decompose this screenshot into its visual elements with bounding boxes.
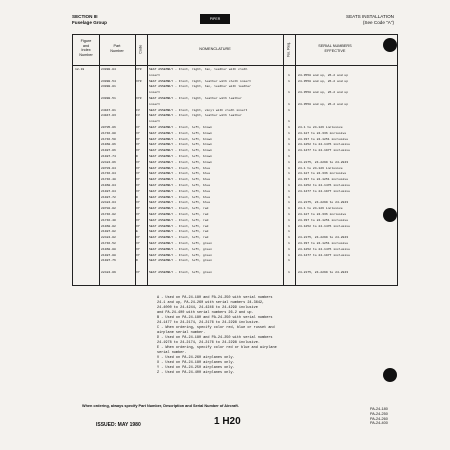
serial-numbers-cell: 24-1252 to 24-1476 inclusive: [298, 246, 350, 251]
part-number-cell: 21987-74: [101, 154, 116, 158]
serial-numbers-cell: 24-1252 to 24-1476 inclusive: [298, 183, 350, 187]
serial-numbers-cell: 24-1477 to 24-1977 inclusive: [298, 188, 350, 193]
table-row: [73, 155, 397, 159]
table-row: [73, 68, 397, 72]
code-cell: XY: [136, 270, 140, 274]
quantity-cell: 1: [288, 177, 290, 182]
quantity-cell: 1: [288, 270, 290, 274]
quantity-cell: 1: [288, 159, 290, 164]
nomenclature-cell: SEAT ASSEMBLY - Front, left, brown: [149, 148, 213, 153]
part-number-cell: 22424-09: [101, 270, 116, 274]
table-row: [73, 225, 397, 229]
nomenclature-cell: SEAT ASSEMBLY - Front, left, blue: [149, 165, 211, 170]
code-cell: XY: [136, 246, 140, 251]
quantity-cell: 1: [288, 200, 290, 205]
nomenclature-cell: SEAT ASSEMBLY - Front, right, tan, leather with leather: [149, 84, 252, 89]
note-line: serial number.: [157, 351, 187, 355]
nomenclature-cell: SEAT ASSEMBLY - Front, left, green: [149, 252, 213, 257]
part-number-cell: 21987-72: [101, 194, 116, 199]
code-cell: XY: [136, 142, 140, 147]
part-number-cell: 20702-02: [101, 206, 116, 211]
code-cell: CV: [136, 113, 140, 118]
serial-numbers-cell: 24-127 to 24-336 inclusive: [298, 171, 347, 176]
table-row: [73, 109, 397, 113]
part-number-cell: 21960-08: [101, 246, 116, 251]
serial-numbers-cell: 24-2175, 24-2299 to 24-2843: [298, 270, 349, 274]
code-cell: XY: [136, 235, 140, 240]
col-qty-header: No. Req.: [286, 41, 291, 57]
part-number-cell: 21987-76: [101, 258, 116, 263]
serial-numbers-cell: 24-3558 and up, 26-2 and up: [298, 101, 349, 106]
code-cell: XY: [136, 171, 140, 176]
note-line: D - Used on PA-24-180 and PA-24-250 with serial numbers: [157, 336, 273, 340]
page-subtitle: (See Code "A"): [362, 19, 394, 25]
quantity-cell: 1: [288, 246, 290, 251]
table-row: [73, 167, 397, 171]
serial-numbers-cell: 24-1 to 24-126 inclusive: [298, 165, 343, 170]
part-number-cell: 22424-02: [101, 235, 116, 240]
table-row: [73, 161, 397, 165]
part-number-cell: 21746-40: [101, 217, 116, 222]
table-row: [73, 91, 397, 95]
part-number-cell: 21746-48: [101, 177, 116, 182]
part-number-cell: 21746-00: [101, 130, 116, 135]
note-line: and PA-24-400 with serial numbers 26-2 and up.: [157, 311, 254, 315]
figure-number-cell: 12-19: [75, 67, 85, 71]
part-number-cell: 21987-02: [101, 229, 116, 234]
code-cell: XY: [136, 177, 140, 182]
code-cell: XYZ: [136, 78, 142, 83]
part-number-cell: 20705-06: [101, 125, 116, 129]
quantity-cell: 1: [288, 258, 290, 263]
quantity-cell: 1: [288, 252, 290, 257]
note-line: 24-4000 to 24-4244, 24-4246 to 24-4299 inclusive: [157, 306, 258, 310]
serial-numbers-cell: 24-2175, 24-2299 to 24-2843: [298, 200, 349, 205]
group-label: Fuselage Group: [72, 19, 107, 25]
nomenclature-cell: SEAT ASSEMBLY - Front, right, vinyl with cloth insert: [149, 107, 248, 112]
note-line: 24-1978 to 24-2174, 24-2176 to 24-2298 inclusive.: [157, 341, 260, 345]
code-cell: D: [136, 194, 138, 199]
code-notes: [157, 296, 377, 376]
piper-logo: PIPER: [200, 14, 230, 24]
code-cell: XY: [136, 165, 140, 170]
code-cell: E: [136, 229, 138, 234]
issued-date: ISSUED: MAY 1980: [96, 422, 141, 428]
quantity-cell: 1: [288, 229, 290, 234]
serial-numbers-cell: 24-3558 and up, 26-2 and up: [298, 78, 349, 83]
col-part-header: Part Number: [110, 44, 124, 53]
nomenclature-cell: SEAT ASSEMBLY - Front, left, brown: [149, 136, 213, 141]
table-row: [73, 149, 397, 153]
code-cell: XY: [136, 206, 140, 211]
part-number-cell: 21987-06: [101, 148, 116, 153]
table-row: [73, 132, 397, 136]
part-number-cell: 23090-51: [101, 96, 116, 100]
part-number-cell: 20703-04: [101, 165, 116, 170]
nomenclature-cell: SEAT ASSEMBLY - Front, left, red: [149, 212, 209, 216]
code-cell: XY: [136, 136, 140, 141]
serial-numbers-cell: 24-337 to 24-1251 inclusive: [298, 241, 349, 245]
part-number-cell: 22424-04: [101, 200, 116, 205]
serial-numbers-cell: 24-1477 to 24-1977 inclusive: [298, 148, 350, 153]
code-cell: D: [136, 258, 138, 263]
code-cell: D: [136, 154, 138, 158]
nomenclature-cell: SEAT ASSEMBLY - Front, right, leather with leather: [149, 113, 242, 118]
code-cell: XY: [136, 223, 140, 228]
part-number-cell: 21746-02: [101, 212, 116, 216]
nomenclature-cell: SEAT ASSEMBLY - Front, left, red: [149, 223, 209, 228]
serial-numbers-cell: 24-1252 to 24-1476 inclusive: [298, 142, 350, 147]
quantity-cell: 1: [288, 206, 290, 211]
quantity-cell: 1: [288, 78, 290, 83]
table-row: [73, 207, 397, 211]
quantity-cell: 1: [288, 119, 290, 124]
code-cell: XYZ: [136, 67, 142, 71]
table-row: [73, 126, 397, 130]
code-cell: XY: [136, 188, 140, 193]
part-number-cell: 23090-04: [101, 67, 116, 71]
serial-numbers-cell: 24-2175, 24-2299 to 24-2843: [298, 235, 349, 240]
table-row: [73, 184, 397, 188]
model-item: PA-24-260: [370, 416, 388, 421]
code-cell: CV: [136, 107, 140, 112]
model-item: PA-24-180: [370, 407, 388, 411]
part-number-cell: 21960-02: [101, 223, 116, 228]
note-line: A - Used on PA-24-180 and PA-24-250 with serial numbers: [157, 296, 273, 300]
code-cell: XY: [136, 252, 140, 257]
serial-numbers-cell: 24-3558 and up, 26-2 and up: [298, 90, 349, 95]
part-number-cell: 24947-01: [101, 107, 116, 112]
code-cell: XY: [136, 183, 140, 187]
quantity-cell: 1: [288, 154, 290, 158]
quantity-cell: 1: [288, 212, 290, 216]
table-row: [73, 178, 397, 182]
quantity-cell: 1: [288, 136, 290, 141]
table-row: [73, 74, 397, 78]
nomenclature-cell: SEAT ASSEMBLY - Front, left, blue: [149, 177, 211, 182]
code-cell: XY: [136, 241, 140, 245]
quantity-cell: 1: [288, 223, 290, 228]
quantity-cell: 1: [288, 194, 290, 199]
serial-numbers-cell: 24-1 to 24-126 inclusive: [298, 125, 343, 129]
nomenclature-cell: SEAT ASSEMBLY - Front, left, green: [149, 246, 213, 251]
table-row: [73, 196, 397, 200]
note-line: airplane serial number.: [157, 331, 206, 335]
note-line: 24-1477 to 24-2174, 24-2176 to 24-2298 inclusive.: [157, 321, 260, 325]
binder-hole-icon: [383, 368, 397, 382]
code-cell: XY: [136, 217, 140, 222]
nomenclature-cell: SEAT ASSEMBLY - Front, left, red: [149, 235, 209, 240]
nomenclature-cell: SEAT ASSEMBLY - Front, left, red: [149, 217, 209, 222]
nomenclature-cell: SEAT ASSEMBLY - Front, left, brown: [149, 125, 213, 129]
part-number-cell: 21960-04: [101, 183, 116, 187]
nomenclature-cell: SEAT ASSEMBLY - Front, left, green: [149, 241, 213, 245]
quantity-cell: 1: [288, 241, 290, 245]
nomenclature-cell: SEAT ASSEMBLY - Front, left, brown: [149, 142, 213, 147]
table-row: [73, 265, 397, 269]
note-line: Y - Used on PA-24-250 airplanes only.: [157, 366, 235, 370]
nomenclature-cell: SEAT ASSEMBLY - Front, left, green: [149, 258, 213, 263]
quantity-cell: 1: [288, 148, 290, 153]
quantity-cell: 1: [288, 165, 290, 170]
note-line: X - Used on PA-24-180 airplanes only.: [157, 361, 235, 365]
page-title: SEATS INSTALLATION: [346, 14, 394, 19]
nomenclature-cell: insert: [149, 101, 161, 106]
nomenclature-cell: SEAT ASSEMBLY - Front, left, blue: [149, 200, 211, 205]
section-header: [72, 14, 107, 25]
table-row: [73, 271, 397, 275]
code-cell: XY: [136, 212, 140, 216]
quantity-cell: 1: [288, 183, 290, 187]
table-row: [73, 120, 397, 124]
note-line: B - Used on PA-24-180 and PA-24-250 with serial numbers: [157, 316, 273, 320]
serial-numbers-cell: 24-337 to 24-1251 inclusive: [298, 177, 349, 182]
serial-numbers-cell: 24-127 to 24-336 inclusive: [298, 212, 347, 216]
nomenclature-cell: SEAT ASSEMBLY - Front, right, leather with cloth insert: [149, 78, 252, 83]
part-number-cell: 21746-52: [101, 241, 116, 245]
quantity-cell: 1: [288, 130, 290, 135]
part-number-cell: 21746-50: [101, 136, 116, 141]
nomenclature-cell: insert: [149, 119, 161, 124]
nomenclature-cell: SEAT ASSEMBLY - Front, left, blue: [149, 171, 211, 176]
table-row: [73, 236, 397, 240]
quantity-cell: 1: [288, 171, 290, 176]
code-cell: XYZ: [136, 96, 142, 100]
note-line: Z - Used on PA-24-400 airplanes only.: [157, 371, 235, 375]
nomenclature-cell: SEAT ASSEMBLY - Front, left, red: [149, 206, 209, 211]
part-number-cell: 21987-04: [101, 188, 116, 193]
quantity-cell: 1: [288, 101, 290, 106]
quantity-cell: 1: [288, 217, 290, 222]
part-number-cell: 23090-01: [101, 84, 116, 89]
serial-numbers-cell: 24-1 to 24-126 inclusive: [298, 206, 343, 211]
nomenclature-cell: SEAT ASSEMBLY - Front, left, red: [149, 229, 209, 234]
code-cell: XY: [136, 125, 140, 129]
table-row: [73, 114, 397, 118]
part-number-cell: 21746-04: [101, 171, 116, 176]
table-row: [73, 190, 397, 194]
nomenclature-cell: SEAT ASSEMBLY - Front, left, brown: [149, 154, 213, 158]
parts-table: [72, 34, 398, 286]
table-row: [73, 80, 397, 84]
nomenclature-cell: SEAT ASSEMBLY - Front, left, brown: [149, 159, 213, 164]
model-list: [370, 407, 388, 426]
table-row: [73, 201, 397, 205]
table-row: [73, 248, 397, 252]
code-cell: XY: [136, 130, 140, 135]
quantity-cell: 1: [288, 125, 290, 129]
col-nomenclature-header: NOMENCLATURE: [199, 47, 231, 51]
col-serial-header: SERIAL NUMBERS EFFECTIVE: [318, 44, 352, 53]
section-label: SECTION III: [72, 14, 98, 19]
nomenclature-cell: SEAT ASSEMBLY - Front, left, blue: [149, 183, 211, 187]
table-row: [73, 103, 397, 107]
nomenclature-cell: insert: [149, 72, 161, 77]
nomenclature-cell: SEAT ASSEMBLY - Front, right, tan, leather with cloth: [149, 67, 248, 71]
code-cell: XY: [136, 159, 140, 164]
code-cell: XY: [136, 148, 140, 153]
quantity-cell: 1: [288, 188, 290, 193]
quantity-cell: 1: [288, 90, 290, 95]
part-number-cell: 21987-08: [101, 252, 116, 257]
table-row: [73, 242, 397, 246]
nomenclature-cell: SEAT ASSEMBLY - Front, left, blue: [149, 188, 211, 193]
nomenclature-cell: insert: [149, 90, 161, 95]
note-line: V - Used on PA-24-260 airplanes only.: [157, 356, 235, 360]
table-row: [73, 138, 397, 142]
quantity-cell: 1: [288, 142, 290, 147]
table-row: [73, 259, 397, 263]
table-row: [73, 85, 397, 89]
col-code-header: Code: [138, 44, 143, 54]
table-row: [73, 254, 397, 258]
serial-numbers-cell: 24-3558 and up, 26-2 and up: [298, 72, 349, 77]
nomenclature-cell: SEAT ASSEMBLY - Front, left, blue: [149, 194, 211, 199]
model-item: PA-24-400: [370, 421, 388, 426]
serial-numbers-cell: 24-1252 to 24-1476 inclusive: [298, 223, 350, 228]
serial-numbers-cell: 24-127 to 24-336 inclusive: [298, 130, 347, 135]
part-number-cell: 24947-03: [101, 113, 116, 118]
col-figure-header: Figure and Index Number: [79, 39, 93, 57]
quantity-cell: 1: [288, 235, 290, 240]
table-row: [73, 172, 397, 176]
serial-numbers-cell: 24-337 to 24-1251 inclusive: [298, 217, 349, 222]
nomenclature-cell: SEAT ASSEMBLY - Front, right, leather with leather: [149, 96, 242, 100]
model-item: PA-24-250: [370, 411, 388, 416]
table-row: [73, 230, 397, 234]
part-number-cell: 23090-54: [101, 78, 116, 83]
table-row: [73, 213, 397, 217]
table-row: [73, 143, 397, 147]
serial-numbers-cell: 24-1477 to 24-1977 inclusive: [298, 252, 350, 257]
note-line: 24-1 and up, PA-24-260 with serial numbers 24-3642,: [157, 301, 265, 305]
quantity-cell: 1: [288, 72, 290, 77]
page-title-block: [346, 14, 394, 25]
serial-numbers-cell: 24-337 to 24-1251 inclusive: [298, 136, 349, 141]
table-row: [73, 97, 397, 101]
code-cell: XY: [136, 200, 140, 205]
serial-numbers-cell: 24-2175, 24-2299 to 24-2843: [298, 159, 349, 164]
part-number-cell: 21960-06: [101, 142, 116, 147]
part-number-cell: 22424-06: [101, 159, 116, 164]
note-line: C - When ordering, specify color red, blue or russet and: [157, 326, 275, 330]
table-row: [73, 219, 397, 223]
page-number: 1 H20: [214, 416, 241, 427]
quantity-cell: 1: [288, 107, 290, 112]
nomenclature-cell: SEAT ASSEMBLY - Front, left, brown: [149, 130, 213, 135]
note-line: E - When ordering, specify color red or blue and airplane: [157, 346, 277, 350]
nomenclature-cell: SEAT ASSEMBLY - Front, left, green: [149, 270, 213, 274]
ordering-instruction: When ordering, always specify Part Number, Description and Serial Number of Aircraft.: [82, 404, 239, 408]
